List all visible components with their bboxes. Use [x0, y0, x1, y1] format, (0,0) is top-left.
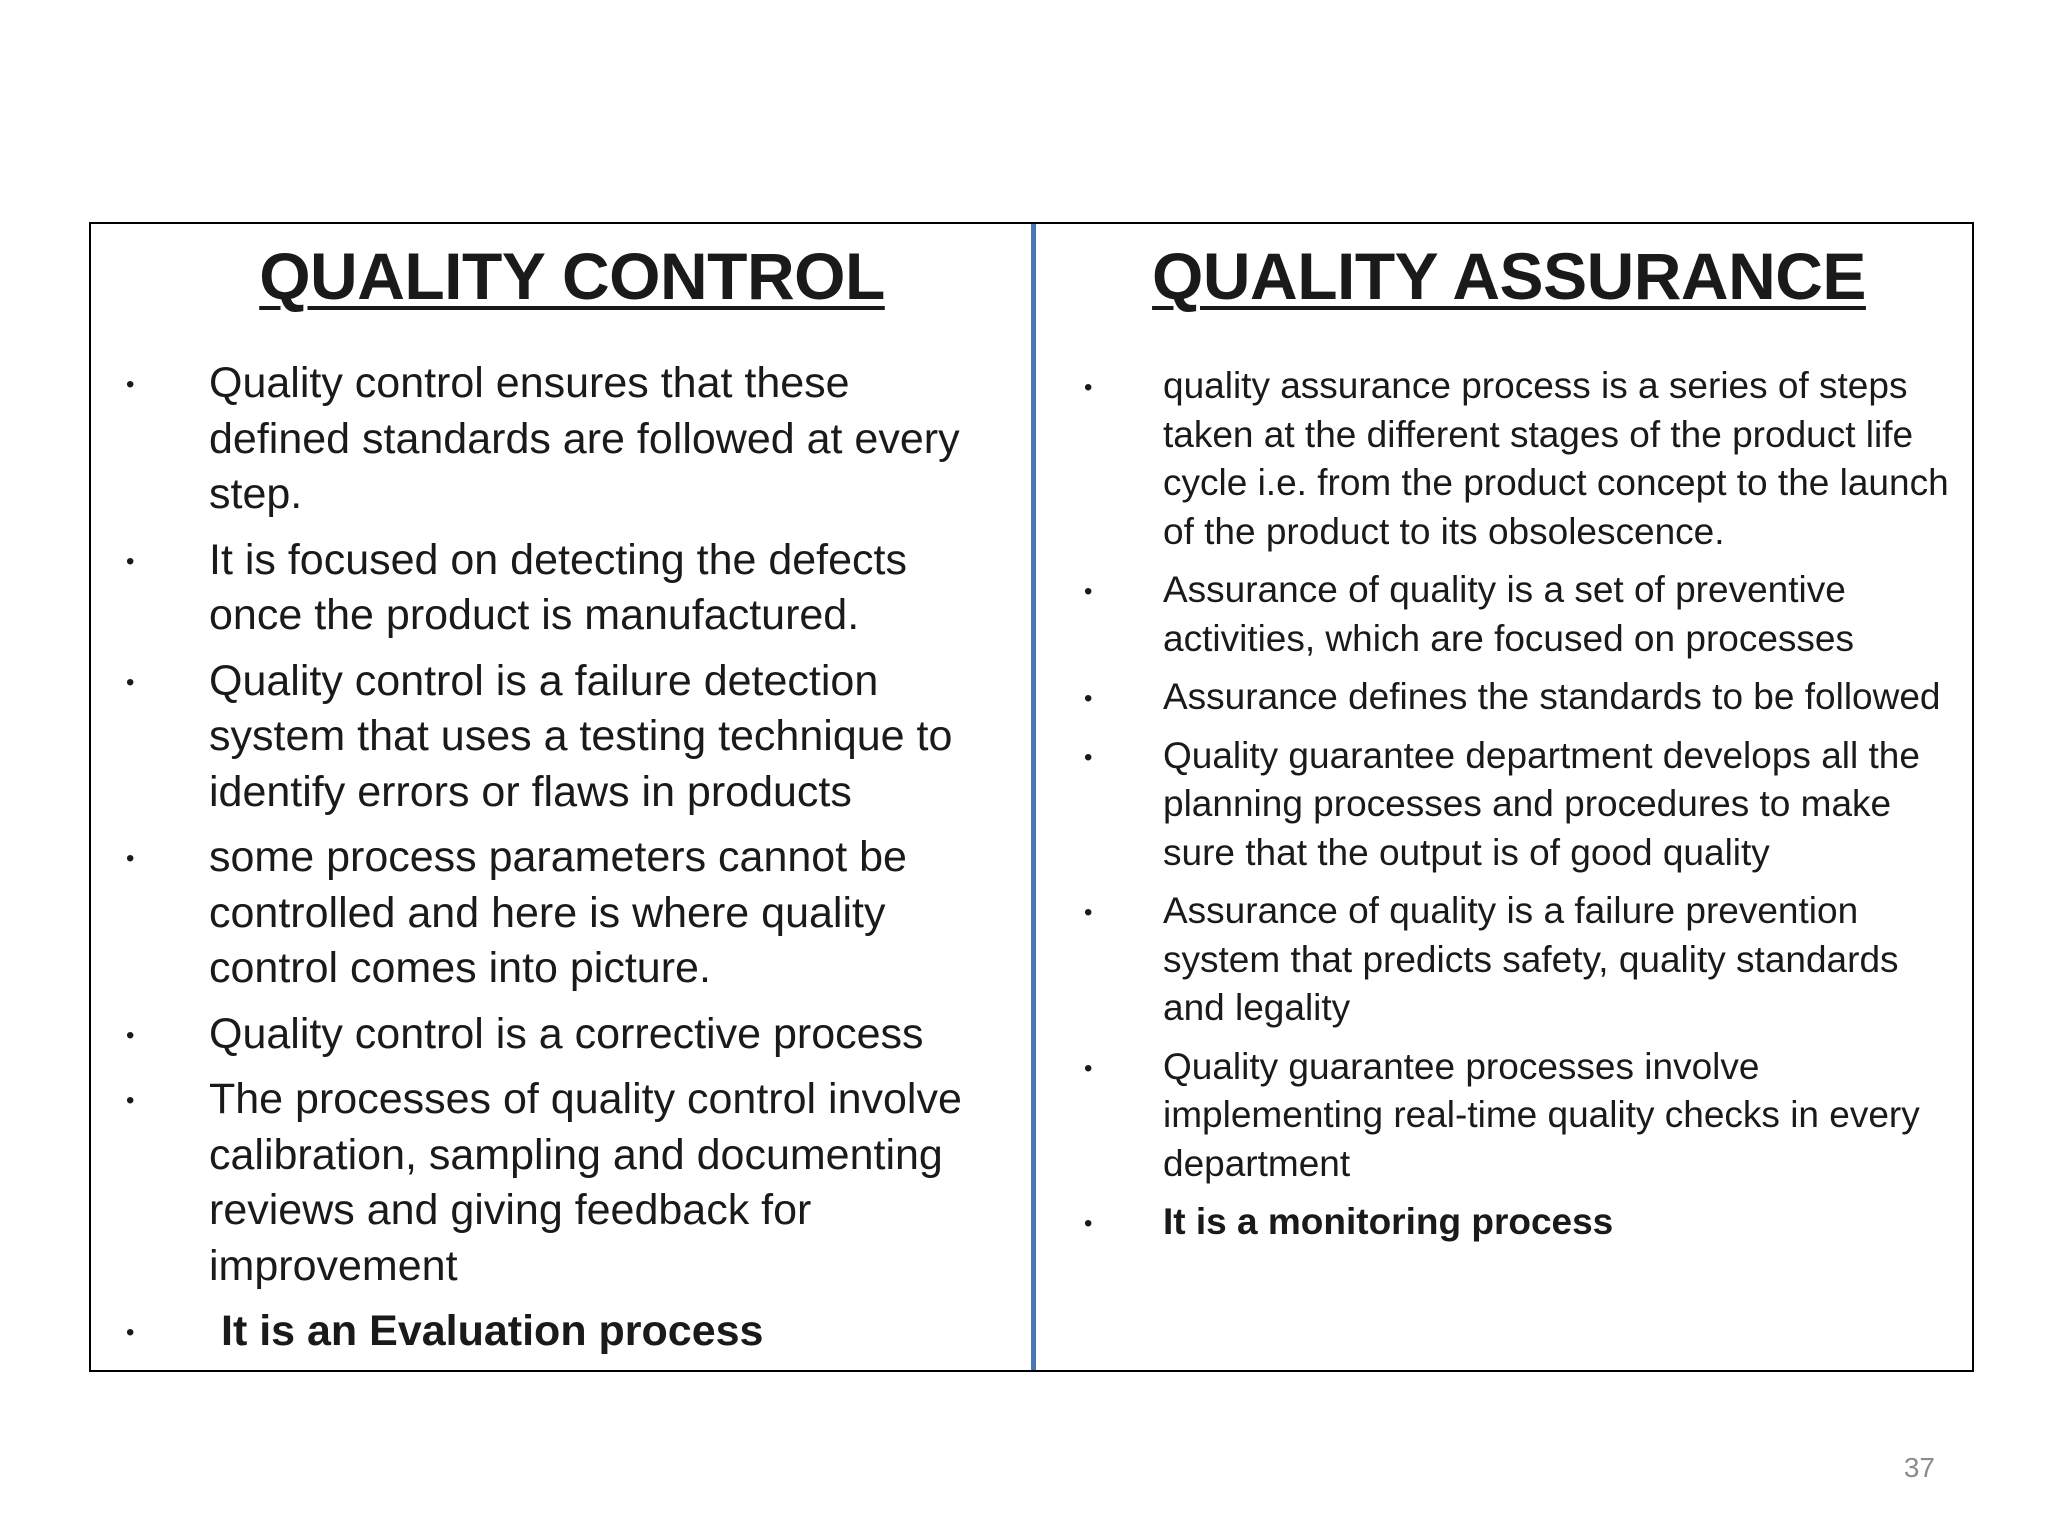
bullet-text: some process parameters cannot be controlled and here is where quality control comes into picture.: [209, 833, 907, 992]
bullet-icon: •: [126, 547, 135, 575]
bullet-icon: •: [126, 845, 135, 872]
list-item: [126, 1072, 1011, 1294]
bullet-text: Quality control ensures that these defined standards are followed at every step.: [209, 359, 960, 518]
bullet-text: Assurance of quality is a failure prevention system that predicts safety, quality standards and legality: [1163, 890, 1899, 1028]
bullet-text: Quality control is a corrective process: [209, 1009, 924, 1058]
list-item: [126, 830, 1011, 997]
bullet-text: Quality guarantee department develops all the planning processes and procedures to make sure that the output is of good quality: [1163, 734, 1920, 873]
quality-control-list: [91, 314, 1031, 1360]
bullet-text: It is focused on detecting the defects once the product is manufactured.: [209, 535, 907, 639]
comparison-table: [89, 222, 1974, 1372]
bullet-text: Assurance defines the standards to be followed: [1163, 676, 1941, 717]
bullet-icon: •: [126, 668, 135, 696]
bullet-icon: •: [1084, 1054, 1093, 1082]
bullet-icon: •: [126, 1087, 135, 1114]
list-item: [126, 1007, 1011, 1063]
list-item: [1084, 732, 1962, 878]
bullet-icon: •: [126, 371, 135, 398]
bullet-icon: •: [1084, 374, 1093, 401]
list-item: [126, 654, 1011, 821]
quality-control-column: [91, 224, 1031, 1370]
list-item: [1084, 566, 1962, 663]
bullet-icon: •: [1084, 899, 1093, 926]
quality-assurance-list: [1036, 314, 1972, 1247]
bullet-text: The processes of quality control involve calibration, sampling and documenting reviews and giving feedback for improvement: [209, 1075, 962, 1290]
bullet-icon: •: [126, 1319, 135, 1346]
bullet-icon: •: [1084, 685, 1093, 712]
list-item: [126, 1304, 1011, 1360]
list-item: [1084, 1043, 1962, 1189]
bullet-text: quality assurance process is a series of steps taken at the different stages of the product life cycle i.e. from the product concept to the launch of the product to its obsolescence.: [1163, 365, 1949, 552]
bullet-icon: •: [126, 1021, 135, 1049]
bullet-text: Quality guarantee processes involve implementing real-time quality checks in every department: [1163, 1045, 1920, 1184]
bullet-text: Quality control is a failure detection system that uses a testing technique to identify errors or flaws in products: [209, 656, 953, 816]
list-item: [1084, 673, 1962, 722]
page-number: 37: [1903, 1452, 1935, 1483]
list-item: [126, 533, 1011, 644]
bullet-icon: •: [1084, 743, 1093, 771]
bullet-text: Assurance of quality is a set of preventive activities, which are focused on processes: [1163, 569, 1855, 659]
bullet-icon: •: [1084, 1210, 1093, 1237]
bullet-text: It is a monitoring process: [1163, 1201, 1614, 1242]
list-item: [1084, 362, 1962, 556]
bullet-text: It is an Evaluation process: [221, 1307, 764, 1355]
list-item: [1084, 1198, 1962, 1247]
list-item: [1084, 887, 1962, 1033]
bullet-icon: •: [1084, 578, 1093, 605]
quality-control-heading: QUALITY CONTROL: [259, 239, 885, 313]
list-item: [126, 356, 1011, 523]
quality-assurance-heading: QUALITY ASSURANCE: [1152, 239, 1866, 313]
quality-assurance-column: [1036, 224, 1972, 1370]
